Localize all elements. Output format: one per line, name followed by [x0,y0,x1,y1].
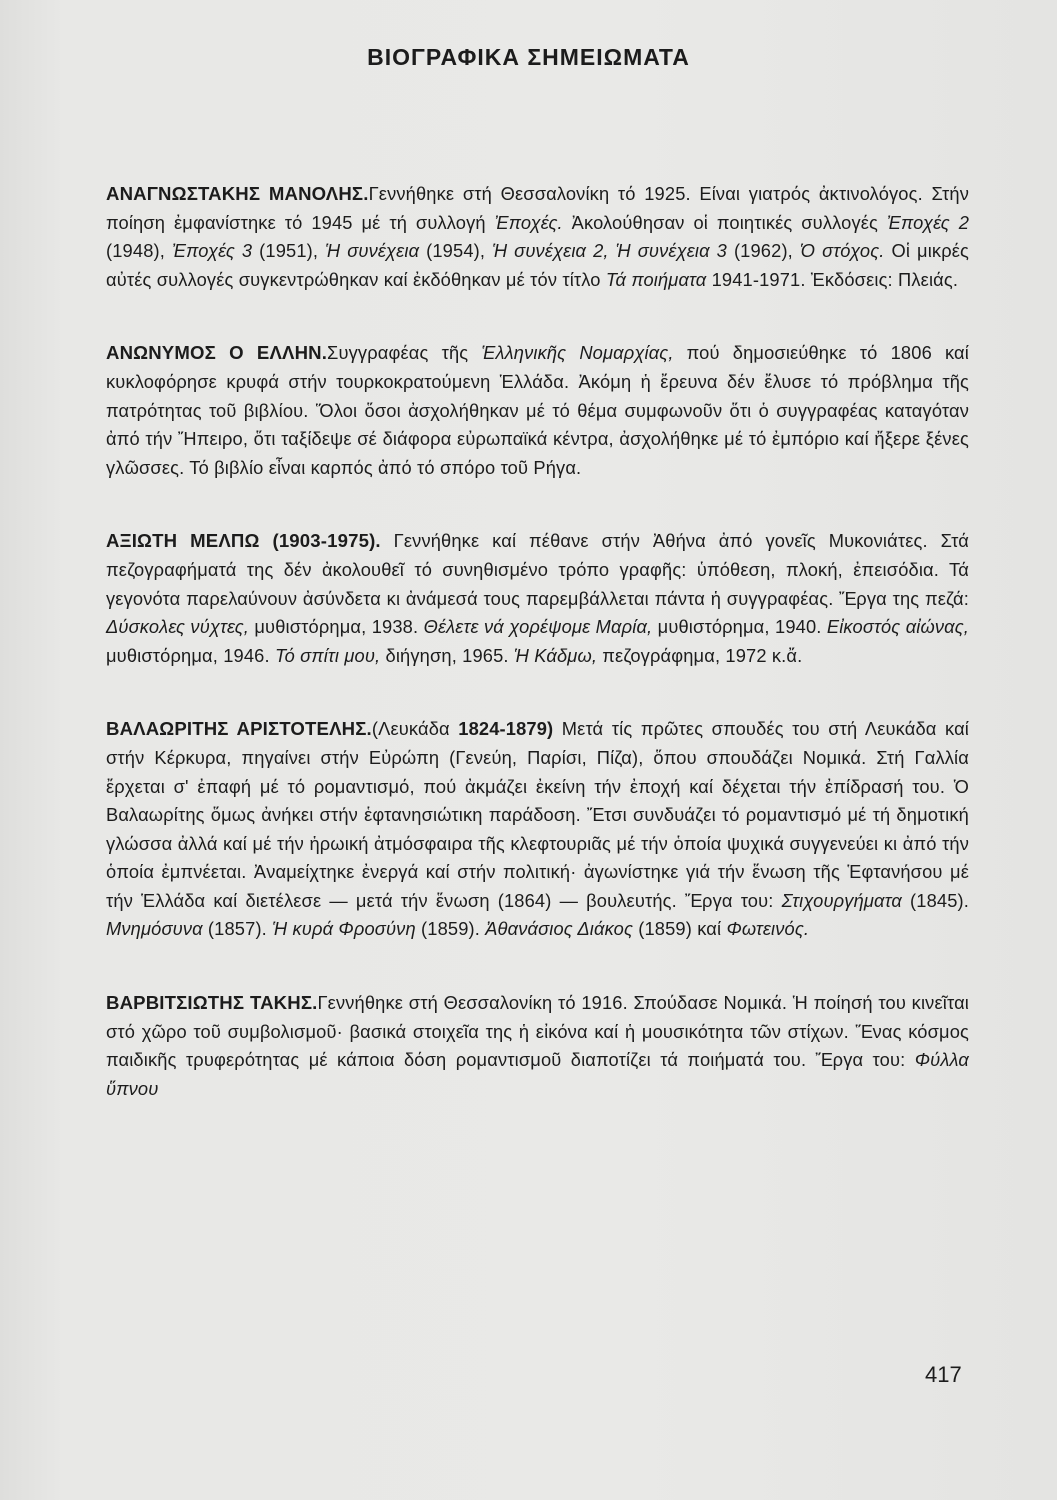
biography-entry-axioti: ΑΞΙΩΤΗ ΜΕΛΠΩ (1903-1975). Γεννήθηκε καί πέθανε στήν Ἀθήνα ἀπό γονεῖς Μυκονιάτες. Στά πεζογραφήματά της δέν ἀκολουθεῖ τό συνηθισμένο τρόπο γραφῆς: ὑπόθεση, πλοκή, ἐπεισόδια. Τά γεγονότα παρελαύνουν ἀσύνδετα κι ἀνάμεσά τους παρεμβάλλεται πάντα ἡ συγγραφέας. Ἔργα της πεζά: Δύσκολες νύχτες, μυθιστόρημα, 1938. Θέλετε νά χορέψομε Μαρία, μυθιστόρημα, 1940. Εἰκοστός αἰώνας, μυθιστόρημα, 1946. Τό σπίτι μου, διήγηση, 1965. Ἡ Κάδμω, πεζογράφημα, 1972 κ.ἄ. [106,530,970,666]
biography-entry-anonymos: ΑΝΩΝΥΜΟΣ Ο ΕΛΛΗΝ.Συγγραφέας τῆς Ἑλληνικῆς Νομαρχίας, πού δημοσιεύθηκε τό 1806 καί κυκλοφόρησε κρυφά στήν τουρκοκρατούμενη Ἑλλάδα. Ἀκόμη ἡ ἔρευνα δέν ἔλυσε τό πρόβλημα τῆς πατρότητας τοῦ βιβλίου. Ὅλοι ὅσοι ἀσχολήθηκαν μέ τό θέμα συμφωνοῦν ὅτι ὁ συγγραφέας καταγόταν ἀπό τήν Ἤπειρο, ὅτι ταξίδεψε σέ διάφορα εὐρωπαϊκά κέντρα, ἀσχολήθηκε μέ τό ἐμπόριο καί ἤξερε ξένες γλῶσσες. Τό βιβλίο εἶναι καρπός ἀπό τό σπόρο τοῦ Ρήγα. [106,342,969,478]
biography-entry-anagnostakis: ΑΝΑΓΝΩΣΤΑΚΗΣ ΜΑΝΟΛΗΣ.Γεννήθηκε στή Θεσσαλονίκη τό 1925. Είναι γιατρός ἀκτινολόγος. Στήν ποίηση ἐμφανίστηκε τό 1945 μέ τή συλλογή Ἐποχές. Ἀκολούθησαν οἱ ποιητικές συλλογές Ἐποχές 2 (1948), Ἐποχές 3 (1951), Ἡ συνέχεια (1954), Ἡ συνέχεια 2, Ἡ συνέχεια 3 (1962), Ὁ στόχος. Οἱ μικρές αὐτές συλλογές συγκεντρώθηκαν καί ἐκδόθηκαν μέ τόν τίτλο Τά ποιήματα 1941-1971. Ἐκδόσεις: Πλειάς. [106,183,970,290]
entry-name: ΑΞΙΩΤΗ ΜΕΛΠΩ (1903-1975). [106,530,381,552]
page-title: ΒΙΟΓΡΑΦΙΚΑ ΣΗΜΕΙΩΜΑΤΑ [367,44,690,70]
biography-entry-valaoritis: ΒΑΛΑΩΡΙΤΗΣ ΑΡΙΣΤΟΤΕΛΗΣ.(Λευκάδα 1824-1879) Μετά τίς πρῶτες σπουδές του στή Λευκάδα καί στήν Κέρκυρα, πηγαίνει στήν Εὐρώπη (Γενεύη, Παρίσι, Πίζα), ὅπου σπουδάζει Νομικά. Στή Γαλλία ἔρχεται σ' ἐπαφή μέ τό ρομαντισμό, πού ἀκμάζει ἐκείνη τήν ἐποχή καί δέχεται τήν ἐπίδρασή του. Ὁ Βαλαωρίτης ὅμως ἀνήκει στήν ἑφτανησιώτικη παράδοση. Ἔτσι συνδυάζει τό ρομαντισμό μέ τή δημοτική γλώσσα ἀλλά καί μέ τήν ἡρωική ἀτμόσφαιρα τῆς κλεφτουριᾶς μέ τήν ὁποία ψυχικά συγγενεύει κι ἀπό τήν ὁποία ἐμπνέεται. Ἀναμείχτηκε ἐνεργά καί στήν πολιτική· ἀγωνίστηκε γιά τήν ἕνωση τῆς Ἑφτανήσου μέ τήν Ἑλλάδα καί διετέλεσε — μετά τήν ἕνωση (1864) — βουλευτής. Ἔργα του: Στιχουργήματα (1845). Μνημόσυνα (1857). Ἡ κυρά Φροσύνη (1859). Ἀθανάσιος Διάκος (1859) καί Φωτεινός. [106,718,970,940]
biography-list [106,180,969,1148]
entry-name: ΒΑΡΒΙΤΣΙΩΤΗΣ ΤΑΚΗΣ. [106,992,318,1014]
page-number: 417 [925,1362,962,1387]
entry-name: ΑΝΑΓΝΩΣΤΑΚΗΣ ΜΑΝΟΛΗΣ. [106,183,369,204]
entry-name: ΑΝΩΝΥΜΟΣ Ο ΕΛΛΗΝ. [106,342,328,364]
entry-name: ΒΑΛΑΩΡΙΤΗΣ ΑΡΙΣΤΟΤΕΛΗΣ. [106,718,372,740]
biography-entry-varvitsiotis: ΒΑΡΒΙΤΣΙΩΤΗΣ ΤΑΚΗΣ.Γεννήθηκε στή Θεσσαλονίκη τό 1916. Σπούδασε Νομικά. Ἡ ποίησή του κινεῖται στό χῶρο τοῦ συμβολισμοῦ· βασικά στοιχεῖα της ἡ εἰκόνα καί ἡ μουσικότητα τῶν στίχων. Ἕνας κόσμος παιδικῆς τρυφερότητας μέ κάποια δόση ρομαντισμοῦ διαποτίζει τά ποιήματά του. Ἔργα του: Φύλλα ὕπνου [106,992,969,1099]
